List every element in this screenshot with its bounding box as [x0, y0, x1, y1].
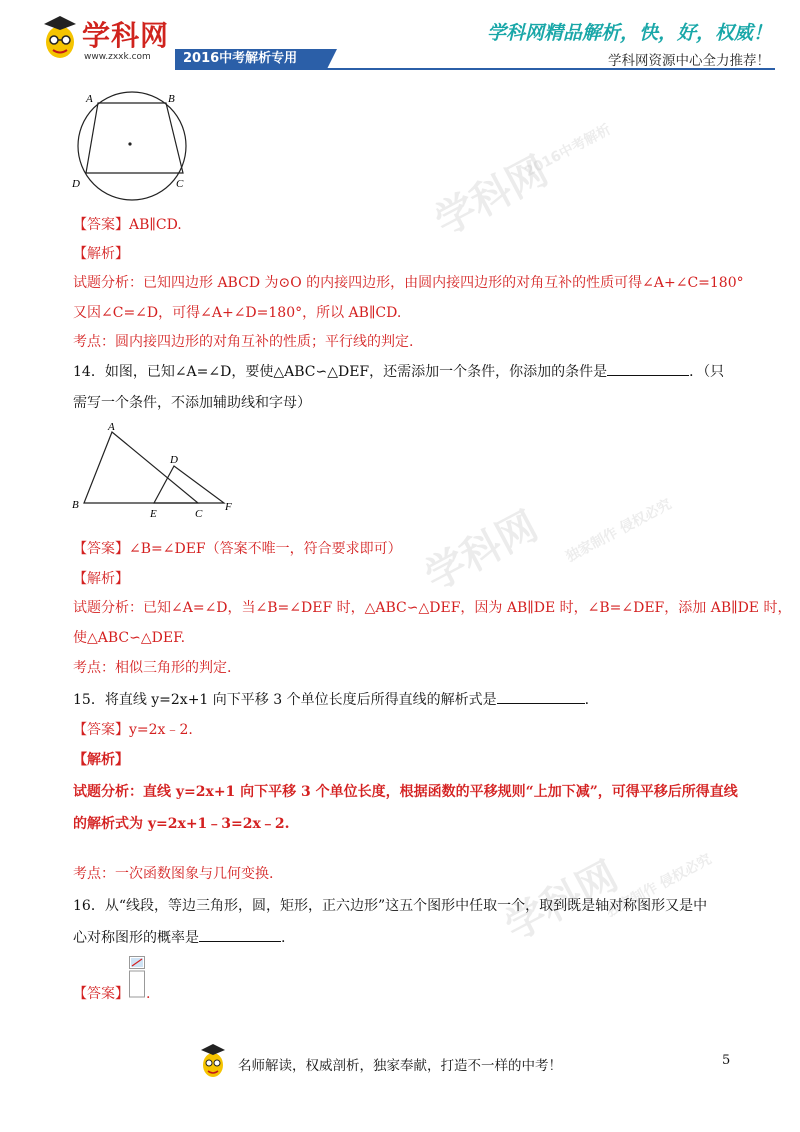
edition-banner: 2016中考解析专用 — [175, 49, 327, 69]
q15-analysis-label: 【解析】 — [73, 752, 129, 768]
watermark: 2016中考解析 — [522, 121, 614, 181]
q13-analysis-label: 【解析】 — [73, 246, 129, 262]
page-number: 5 — [722, 1053, 731, 1068]
q16-answer-end: . — [146, 986, 151, 1002]
label-c: C — [195, 508, 203, 520]
logo-url[interactable]: www.zxxk.com — [84, 52, 151, 62]
footer-text: 名师解读，权威剖析，独家奉献，打造不一样的中考！ — [238, 1058, 562, 1074]
watermark: 学科网 — [497, 853, 626, 951]
q13-kaodian: 考点：圆内接四边形的对角互补的性质；平行线的判定. — [73, 334, 414, 350]
watermark: 学科网 — [427, 148, 556, 246]
q15-stem-end: . — [584, 692, 590, 708]
answer-label: 【答案】 — [73, 722, 129, 738]
q15-answer — [73, 720, 193, 740]
q14-stem-text: 14．如图，已知∠A=∠D，要使△ABC∽△DEF，还需添加一个条件，你添加的条件是 — [73, 364, 608, 380]
label-d: D — [170, 454, 178, 466]
label-d: D — [72, 178, 80, 190]
q15-stem-text: 15．将直线 y=2x+1 向下平移 3 个单位长度后所得直线的解析式是 — [73, 692, 497, 708]
q14-analysis-line: 使△ABC∽△DEF. — [73, 630, 186, 646]
watermark: 独家制作 侵权必究 — [563, 496, 675, 566]
answer-blank[interactable] — [199, 928, 281, 942]
answer-text: y=2x﹣2. — [129, 722, 193, 738]
watermark: 学科网 — [417, 503, 546, 601]
answer-label: 【答案】 — [73, 217, 129, 233]
q14-kaodian: 考点：相似三角形的判定. — [73, 660, 232, 676]
label-f: F — [225, 501, 232, 513]
watermark: 独家制作 侵权必究 — [603, 851, 715, 921]
mascot-icon — [40, 12, 80, 64]
label-b: B — [72, 499, 79, 511]
q14-analysis-line: 试题分析：已知∠A=∠D，当∠B=∠DEF 时，△ABC∽△DEF，因为 AB∥DE 时，∠B=∠DEF，添加 AB∥DE 时， — [73, 600, 792, 616]
q15-analysis-line: 试题分析：直线 y=2x+1 向下平移 3 个单位长度，根据函数的平移规则“上加下减”，可得平移后所得直线 — [73, 784, 738, 800]
q15-kaodian: 考点：一次函数图象与几何变换. — [73, 866, 274, 882]
broken-image-icon — [129, 956, 147, 998]
answer-label: 【答案】 — [73, 986, 129, 1002]
site-logo[interactable] — [40, 8, 175, 70]
triangle-abc — [84, 432, 198, 503]
label-b: B — [168, 93, 175, 105]
answer-blank[interactable] — [497, 690, 585, 704]
answer-text: AB∥CD. — [129, 217, 182, 233]
q15-stem — [73, 690, 589, 710]
answer-text: ∠B=∠DEF（答案不唯一，符合要求即可） — [129, 541, 402, 557]
q14-answer — [73, 539, 402, 559]
q16-stem-line2 — [73, 928, 285, 948]
center-point — [128, 142, 131, 145]
q14-analysis-label: 【解析】 — [73, 571, 129, 587]
q16-stem-line1: 16．从“线段，等边三角形，圆，矩形，正六边形”这五个图形中任取一个，取到既是轴对称图形又是中 — [73, 898, 708, 914]
q15-analysis-line: 的解析式为 y=2x+1﹣3=2x﹣2. — [73, 816, 290, 832]
header-recommend: 学科网资源中心全力推荐！ — [608, 53, 770, 69]
similar-triangles-figure — [70, 418, 250, 523]
q16-stem-text: 心对称图形的概率是 — [73, 930, 199, 946]
q14-stem-line2: 需写一个条件，不添加辅助线和字母） — [73, 395, 311, 411]
logo-text: 学科网 — [82, 19, 170, 52]
q14-stem-end: ．（只 — [689, 364, 725, 380]
q14-stem — [73, 362, 724, 382]
answer-blank[interactable] — [607, 362, 689, 376]
label-e: E — [150, 508, 157, 520]
q16-answer — [73, 984, 129, 1004]
cyclic-quadrilateral-figure — [70, 90, 220, 210]
answer-label: 【答案】 — [73, 541, 129, 557]
mascot-icon — [198, 1041, 228, 1081]
circumcircle — [78, 92, 186, 200]
q13-analysis-line: 试题分析：已知四边形 ABCD 为⊙O 的内接四边形，由圆内接四边形的对角互补的性质可得∠A+∠C=180° — [73, 275, 744, 291]
q16-stem-end: . — [281, 930, 286, 946]
label-a: A — [108, 421, 115, 433]
quadrilateral-abcd — [86, 103, 183, 173]
header-slogan: 学科网精品解析，快，好，权威！ — [486, 22, 772, 44]
triangle-def — [154, 466, 224, 503]
label-a: A — [86, 93, 93, 105]
q13-answer — [73, 215, 182, 235]
q13-analysis-line: 又因∠C=∠D，可得∠A+∠D=180°，所以 AB∥CD. — [73, 305, 402, 321]
page-header — [0, 0, 800, 80]
label-c: C — [176, 178, 184, 190]
